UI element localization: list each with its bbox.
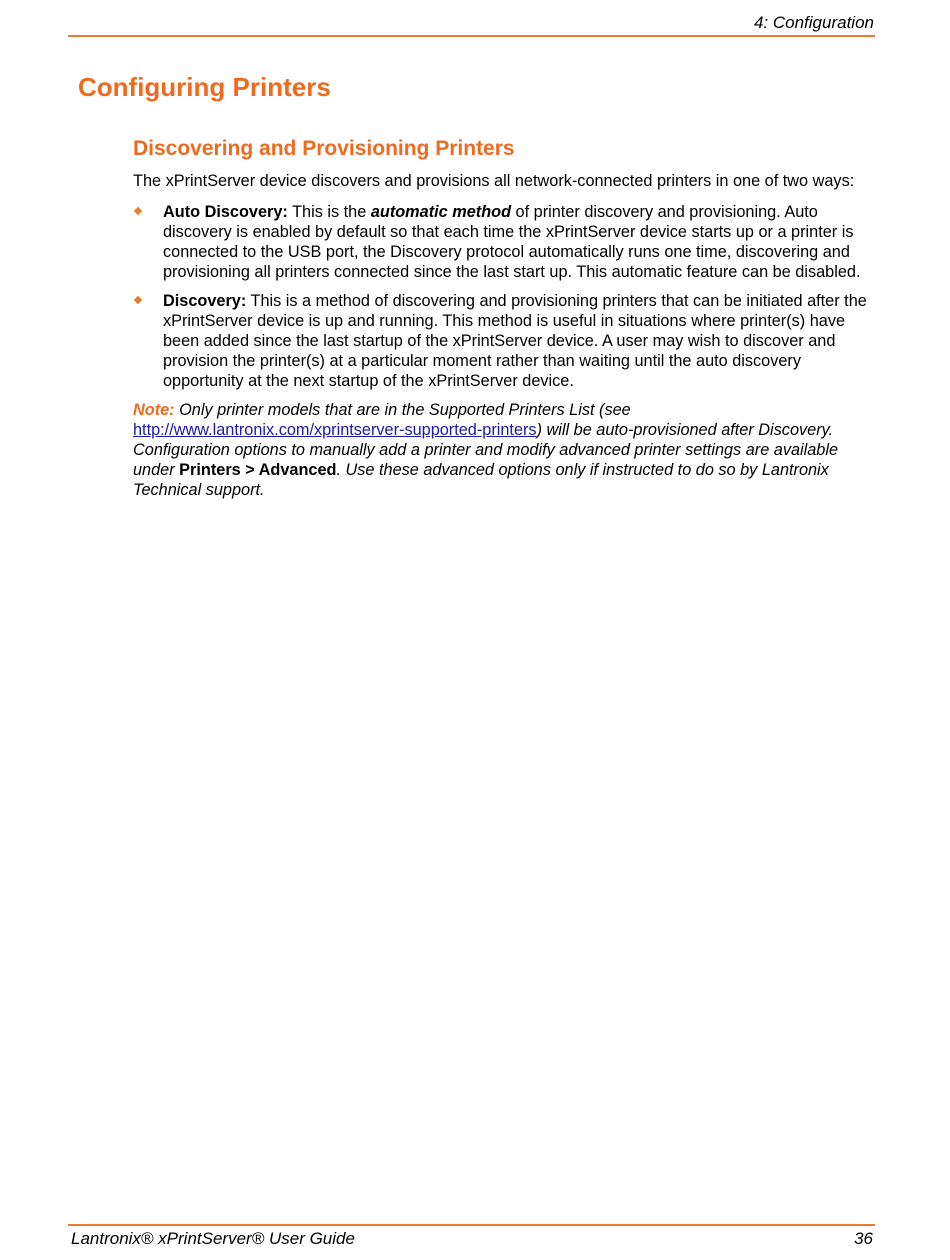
page-title: Configuring Printers xyxy=(78,72,331,102)
bullet-label: Auto Discovery: xyxy=(163,203,288,221)
note-text: . Use these advanced options only if instructed to do so by Lantronix Technical support. xyxy=(133,461,829,499)
running-header: 4: Configuration xyxy=(753,13,874,32)
note-text: Only printer models that are in the Supported Printers List (see xyxy=(174,401,631,419)
bullet-text-post: of printer discovery and provisioning. Auto discovery is enabled by default so that each time the xPrintServer device starts up or a printer is connected to the USB port, the Discovery protocol automatically runs one time, discovering and provisioning all printers connected since the last start up. This automatic feature can be disabled. xyxy=(163,203,861,281)
bullet-text: This is a method of discovering and provisioning printers that can be initiated after the xPrintServer device is up and running. This method is useful in situations where printer(s) have been added since the last startup of the xPrintServer device. A user may wish to discover and provision the printer(s) at a particular moment rather than waiting until the auto discovery opportunity at the next startup of the xPrintServer device. xyxy=(163,292,867,390)
list-item-discovery xyxy=(133,291,875,391)
note-paragraph xyxy=(133,400,875,500)
page-number: 36 xyxy=(854,1229,873,1248)
note-label: Note: xyxy=(133,401,175,419)
footer-document-title: Lantronix® xPrintServer® User Guide xyxy=(71,1229,355,1248)
main-content xyxy=(133,136,875,500)
bullet-text-pre: This is the xyxy=(287,203,371,221)
menu-path-text: Printers > Advanced xyxy=(179,461,337,479)
footer-divider xyxy=(68,1224,875,1226)
diamond-bullet-icon xyxy=(134,296,142,304)
note-text: ) will be auto-provisioned after Discovery. Configuration options to manually add a printer and modify advanced printer settings are available under xyxy=(133,421,839,479)
list-item-auto-discovery xyxy=(133,202,875,282)
supported-printers-link[interactable]: http://www.lantronix.com/xprintserver-supported-printers xyxy=(133,421,537,439)
bullet-label: Discovery: xyxy=(163,292,247,310)
diamond-bullet-icon xyxy=(134,207,142,215)
header-divider xyxy=(68,35,875,37)
section-title: Discovering and Provisioning Printers xyxy=(133,137,515,160)
discovery-methods-list xyxy=(133,202,875,391)
intro-paragraph: The xPrintServer device discovers and provisions all network-connected printers in one of two ways: xyxy=(133,172,855,190)
bullet-emphasis: automatic method xyxy=(370,203,512,221)
